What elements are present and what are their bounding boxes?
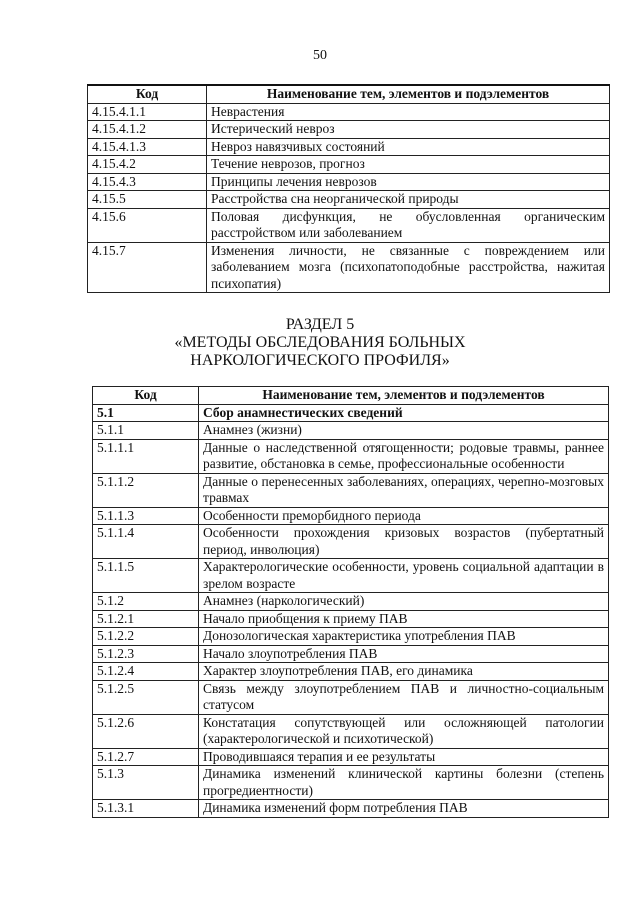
- row-name: Динамика изменений клинической картины болезни (степень прогредиентности): [199, 766, 609, 800]
- row-code: 5.1.2.3: [93, 645, 199, 663]
- row-code: 5.1.1.1: [93, 439, 199, 473]
- topics-table-2: [92, 386, 609, 818]
- row-code: 4.15.4.1.3: [88, 138, 207, 156]
- row-name: Анамнез (наркологический): [199, 593, 609, 611]
- row-name: Начало приобщения к приему ПАВ: [199, 610, 609, 628]
- row-name: Течение неврозов, прогноз: [207, 156, 610, 174]
- table-row: [93, 525, 609, 559]
- row-name: Особенности преморбидного периода: [199, 507, 609, 525]
- table-row: [93, 439, 609, 473]
- row-name: Начало злоупотребления ПАВ: [199, 645, 609, 663]
- row-code: 4.15.6: [88, 208, 207, 242]
- row-code: 4.15.4.2: [88, 156, 207, 174]
- row-code: 4.15.7: [88, 242, 207, 293]
- table-body: [93, 404, 609, 817]
- header-code: Код: [88, 85, 207, 103]
- row-name: Половая дисфункция, не обусловленная органическим расстройством или заболеванием: [207, 208, 610, 242]
- section-title-line-1: «МЕТОДЫ ОБСЛЕДОВАНИЯ БОЛЬНЫХ: [174, 334, 466, 351]
- table-row: [93, 404, 609, 422]
- section-number: РАЗДЕЛ 5: [285, 316, 355, 333]
- table-row: [88, 173, 610, 191]
- table-row: [93, 593, 609, 611]
- row-name: Истерический невроз: [207, 121, 610, 139]
- row-code: 5.1.1: [93, 422, 199, 440]
- table-row: [93, 663, 609, 681]
- row-code: 4.15.4.1.2: [88, 121, 207, 139]
- row-code: 5.1.2.2: [93, 628, 199, 646]
- row-name: Сбор анамнестических сведений: [199, 404, 609, 422]
- row-name: Невроз навязчивых состояний: [207, 138, 610, 156]
- table-header-row: [88, 85, 610, 103]
- row-name: Динамика изменений форм потребления ПАВ: [199, 800, 609, 818]
- topics-table-1: [87, 84, 610, 293]
- row-name: Неврастения: [207, 103, 610, 121]
- table-row: [88, 138, 610, 156]
- table-row: [93, 714, 609, 748]
- header-name: Наименование тем, элементов и подэлементов: [199, 387, 609, 405]
- row-code: 5.1.1.2: [93, 473, 199, 507]
- table-row: [93, 473, 609, 507]
- table-row: [93, 680, 609, 714]
- table-row: [93, 628, 609, 646]
- header-code: Код: [93, 387, 199, 405]
- table-row: [88, 191, 610, 209]
- row-name: Констатация сопутствующей или осложняющей патологии (характерологической и психотической): [199, 714, 609, 748]
- table-row: [93, 766, 609, 800]
- row-name: Донозологическая характеристика употребления ПАВ: [199, 628, 609, 646]
- row-code: 5.1.1.3: [93, 507, 199, 525]
- row-name: Данные о наследственной отягощенности; родовые травмы, раннее развитие, обстановка в семье, профессиональные особенности: [199, 439, 609, 473]
- row-code: 5.1: [93, 404, 199, 422]
- row-code: 5.1.2.7: [93, 748, 199, 766]
- table-row: [93, 610, 609, 628]
- header-name: Наименование тем, элементов и подэлементов: [207, 85, 610, 103]
- page-number: 50: [313, 48, 327, 63]
- table-row: [93, 748, 609, 766]
- row-code: 5.1.1.4: [93, 525, 199, 559]
- table-row: [93, 800, 609, 818]
- row-code: 5.1.2: [93, 593, 199, 611]
- row-name: Особенности прохождения кризовых возрастов (пубертатный период, инволюция): [199, 525, 609, 559]
- table-row: [88, 242, 610, 293]
- row-code: 5.1.3.1: [93, 800, 199, 818]
- row-name: Анамнез (жизни): [199, 422, 609, 440]
- table-header-row: [93, 387, 609, 405]
- row-code: 4.15.5: [88, 191, 207, 209]
- row-code: 4.15.4.1.1: [88, 103, 207, 121]
- row-code: 5.1.2.6: [93, 714, 199, 748]
- row-code: 5.1.2.5: [93, 680, 199, 714]
- table-row: [88, 103, 610, 121]
- row-code: 5.1.2.4: [93, 663, 199, 681]
- section-title-line-2: НАРКОЛОГИЧЕСКОГО ПРОФИЛЯ»: [190, 352, 450, 369]
- row-name: Характер злоупотребления ПАВ, его динамика: [199, 663, 609, 681]
- row-code: 5.1.2.1: [93, 610, 199, 628]
- row-name: Проводившаяся терапия и ее результаты: [199, 748, 609, 766]
- table-row: [93, 645, 609, 663]
- row-name: Изменения личности, не связанные с повреждением или заболеванием мозга (психопатоподобные расстройства, нажитая психопатия): [207, 242, 610, 293]
- row-code: 5.1.3: [93, 766, 199, 800]
- row-name: Данные о перенесенных заболеваниях, операциях, черепно-мозговых травмах: [199, 473, 609, 507]
- section-heading: [0, 316, 640, 370]
- table-row: [93, 507, 609, 525]
- row-name: Характерологические особенности, уровень социальной адаптации в зрелом возрасте: [199, 559, 609, 593]
- row-name: Расстройства сна неорганической природы: [207, 191, 610, 209]
- row-name: Связь между злоупотреблением ПАВ и личностно-социальным статусом: [199, 680, 609, 714]
- table-body: [88, 103, 610, 293]
- row-code: 4.15.4.3: [88, 173, 207, 191]
- table-row: [88, 121, 610, 139]
- row-name: Принципы лечения неврозов: [207, 173, 610, 191]
- table-row: [93, 559, 609, 593]
- table-row: [93, 422, 609, 440]
- table-row: [88, 208, 610, 242]
- table-row: [88, 156, 610, 174]
- row-code: 5.1.1.5: [93, 559, 199, 593]
